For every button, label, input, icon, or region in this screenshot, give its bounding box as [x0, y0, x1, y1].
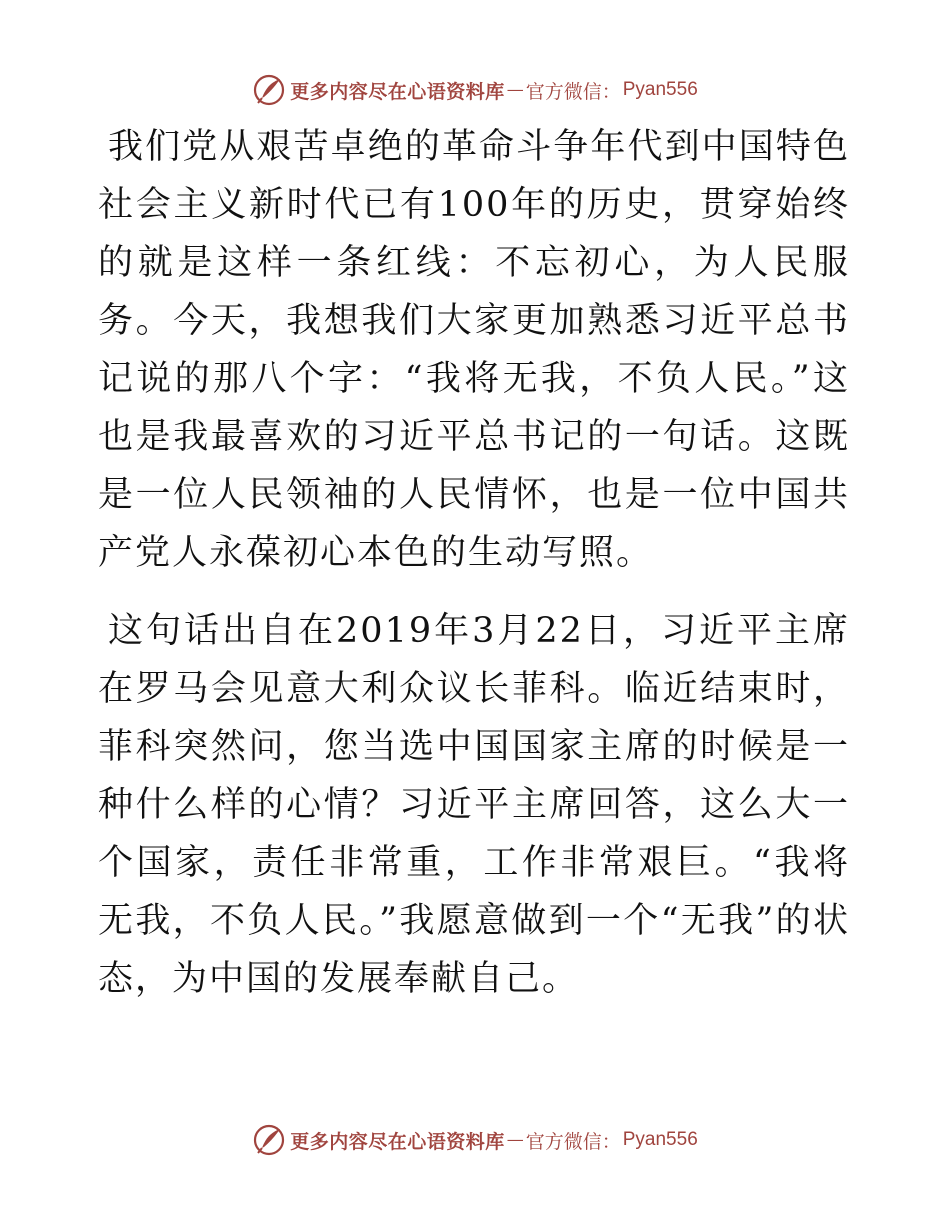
footer-sub-text: 官方微信： [525, 1130, 621, 1153]
header-main-text: 更多内容尽在心语资料库 [290, 80, 505, 103]
header-sub-text: 官方微信： [525, 80, 621, 103]
feather-pen-logo-icon [252, 73, 286, 107]
footer-separator: — [506, 1130, 524, 1150]
paragraph-2: 这句话出自在2019年3月22日，习近平主席在罗马会见意大利众议长菲科。临近结束时，菲科突然问，您当选中国国家主席的时候是一种什么样的心情？习近平主席回答，这么大一个国家，责任非常重，工作非常艰巨。“我将无我，不负人民。”我愿意做到一个“无我”的状态，为中国的发展奉献自己。 [98, 611, 850, 999]
feather-pen-logo-icon [252, 1123, 286, 1157]
header-account-id: Pyan556 [622, 79, 698, 100]
footer-account-id: Pyan556 [622, 1129, 698, 1150]
footer-main-text: 更多内容尽在心语资料库 [290, 1130, 505, 1153]
header-separator: — [506, 80, 524, 100]
header-banner [0, 70, 950, 110]
paragraph-1: 我们党从艰苦卓绝的革命斗争年代到中国特色社会主义新时代已有100年的历史，贯穿始终的就是这样一条红线：不忘初心，为人民服务。今天，我想我们大家更加熟悉习近平总书记说的那八个字：“我将无我，不负人民。”这也是我最喜欢的习近平总书记的一句话。这既是一位人民领袖的人民情怀，也是一位中国共产党人永葆初心本色的生动写照。 [98, 127, 850, 573]
footer-banner [0, 1120, 950, 1160]
